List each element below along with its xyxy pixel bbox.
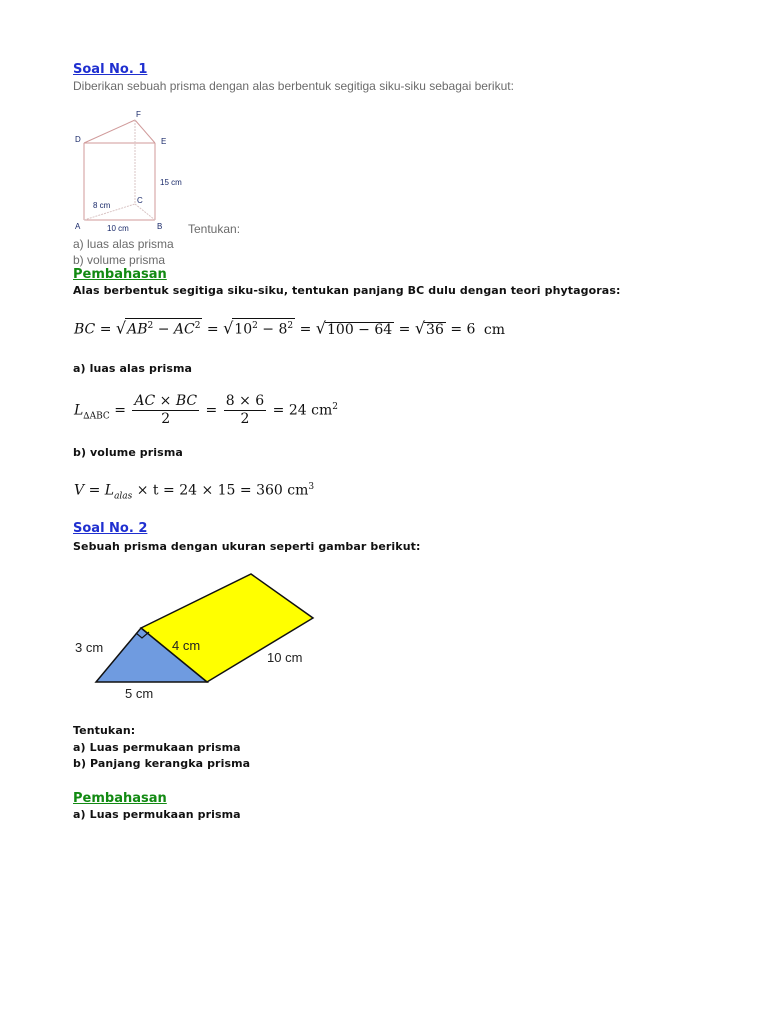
soal1-item-b: b) volume prisma bbox=[73, 253, 166, 267]
formula-area-num1: AC × BC bbox=[134, 393, 198, 409]
formula-volume-l: L bbox=[104, 482, 115, 499]
formula-bc-10: 10 bbox=[234, 321, 253, 338]
dim-3cm-label: 3 cm bbox=[75, 640, 104, 655]
dim-height-label: 15 cm bbox=[160, 178, 182, 187]
formula-bc-ab: AB bbox=[127, 321, 148, 338]
formula-bc: BC = $√AB^2 - AC^2 = √10^2 - 8^2 = √100 - 64 = √36 = 6$ cm bbox=[74, 318, 506, 338]
formula-area-num2: 8 × 6 bbox=[225, 393, 265, 409]
vertex-f-label: F bbox=[136, 110, 141, 119]
dim-4cm-label: 4 cm bbox=[172, 638, 201, 653]
formula-area-exp: 2 bbox=[332, 401, 338, 412]
soal2-tentukan: Tentukan: bbox=[73, 724, 136, 737]
soal1-intro: Diberikan sebuah prisma dengan alas berbentuk segitiga siku-siku sebagai berikut: bbox=[73, 79, 514, 93]
formula-bc-ac: AC bbox=[173, 321, 195, 338]
vertex-e-label: E bbox=[161, 137, 167, 146]
formula-area: $L_{\Delta ABC}$ = $\frac{AC \times BC}{2}$ = $\frac{8 \times 6}{2}$ = 24 $cm^2$ bbox=[74, 393, 338, 427]
soal1-explanation: Alas berbentuk segitiga siku-siku, tentukan panjang BC dulu dengan teori phytagoras: bbox=[73, 284, 621, 297]
formula-bc-result: 6 bbox=[466, 321, 476, 338]
formula-volume-exp: 3 bbox=[308, 482, 315, 492]
soal1-item-a: a) luas alas prisma bbox=[73, 237, 174, 251]
formula-bc-unit: cm bbox=[483, 321, 506, 338]
formula-area-den2: 2 bbox=[240, 411, 250, 427]
vertex-c-label: C bbox=[137, 196, 143, 205]
soal2-pembahasan: Pembahasan bbox=[73, 791, 167, 806]
soal1-part-a-label: a) luas alas prisma bbox=[73, 362, 193, 375]
soal2-item-b: b) Panjang kerangka prisma bbox=[73, 757, 251, 770]
dim-5cm-label: 5 cm bbox=[125, 686, 154, 701]
vertex-b-label: B bbox=[157, 222, 163, 231]
formula-area-den1: 2 bbox=[161, 411, 171, 427]
soal2-part-a-label: a) Luas permukaan prisma bbox=[73, 808, 241, 821]
soal1-part-b-label: b) volume prisma bbox=[73, 446, 183, 459]
formula-bc-100: 100 bbox=[327, 321, 354, 338]
dim-ab-label: 10 cm bbox=[107, 224, 129, 233]
soal2-title: Soal No. 2 bbox=[73, 521, 148, 536]
formula-area-l: L bbox=[74, 402, 84, 419]
vertex-d-label: D bbox=[75, 135, 81, 144]
soal1-tentukan: Tentukan: bbox=[188, 222, 241, 236]
soal1-pembahasan: Pembahasan bbox=[73, 267, 167, 282]
formula-bc-36: 36 bbox=[426, 321, 444, 338]
formula-bc-64: 64 bbox=[374, 321, 393, 338]
soal2-prism-figure bbox=[70, 570, 320, 705]
soal2-intro: Sebuah prisma dengan ukuran seperti gambar berikut: bbox=[73, 540, 421, 553]
soal1-title: Soal No. 1 bbox=[73, 62, 148, 77]
formula-area-result: = 24 cm bbox=[272, 402, 333, 419]
formula-bc-8: 8 bbox=[278, 321, 288, 338]
soal2-item-a: a) Luas permukaan prisma bbox=[73, 741, 241, 754]
formula-volume-v: V bbox=[74, 482, 85, 499]
dim-10cm-label: 10 cm bbox=[267, 650, 303, 665]
formula-volume-rest: × t = 24 × 15 = 360 cm bbox=[136, 482, 309, 499]
vertex-a-label: A bbox=[75, 222, 81, 231]
dim-ac-label: 8 cm bbox=[93, 201, 111, 210]
formula-volume-sub: alas bbox=[114, 491, 133, 502]
soal1-prism-figure bbox=[68, 105, 198, 235]
formula-volume: $V = L_{alas} \times t = 24 \times 15 = 360$ $cm^3$ bbox=[74, 482, 315, 502]
formula-bc-lhs: BC bbox=[74, 321, 96, 338]
formula-area-sub: ∆ABC bbox=[83, 411, 110, 422]
